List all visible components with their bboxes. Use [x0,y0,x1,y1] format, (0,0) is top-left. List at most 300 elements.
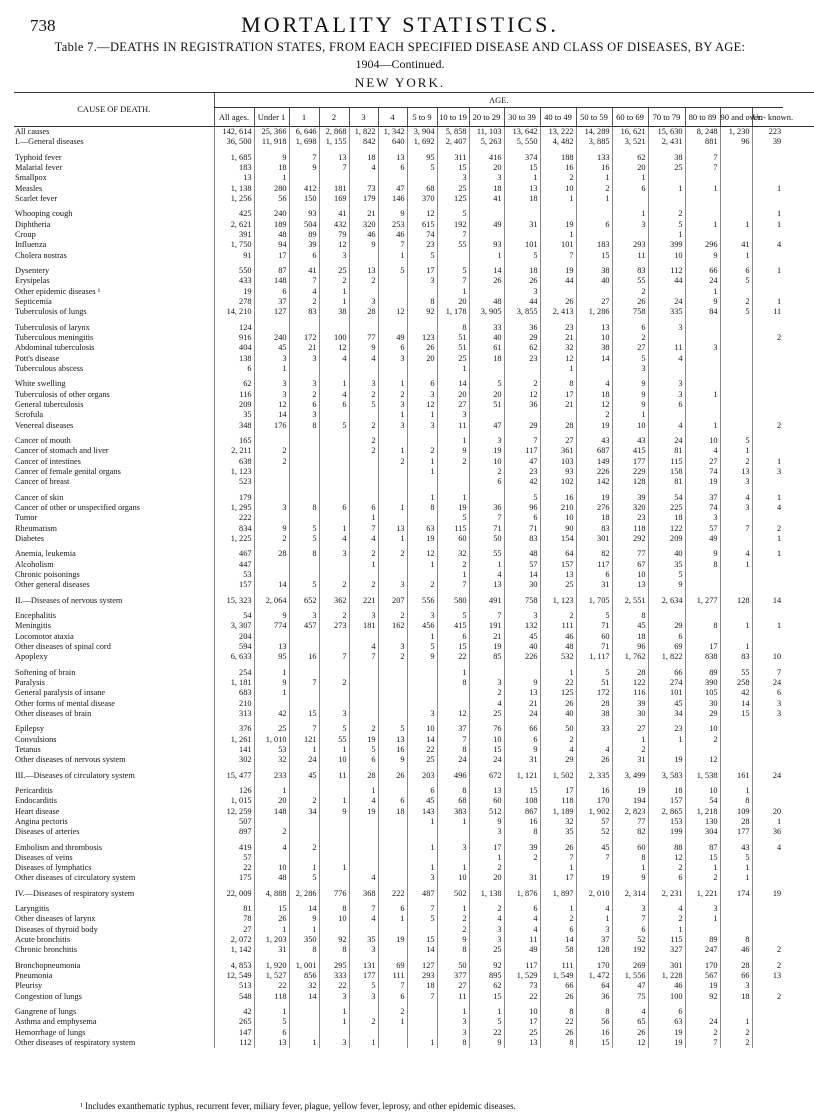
death-count: 2 [349,390,378,400]
death-count: 4 [349,796,378,806]
death-count: 6 [504,734,540,744]
death-count: 1, 277 [685,595,720,605]
death-count: 7 [469,611,504,621]
table-row [14,688,814,698]
death-count: 12 [407,209,437,219]
death-count [349,667,378,677]
death-count [648,173,685,183]
death-count: 1 [752,817,783,827]
death-count: 20 [469,163,504,173]
death-count: 4 [469,570,504,580]
death-count: 24 [289,755,319,765]
death-count: 412 [289,184,319,194]
death-count: 2 [349,1017,378,1027]
death-count: 48 [254,230,289,240]
death-count: 25 [319,266,349,276]
table-row [14,755,814,765]
death-count: 25 [254,724,289,734]
death-count: 2, 211 [214,446,254,456]
death-count: 776 [319,889,349,899]
death-count: 157 [648,796,685,806]
death-count [685,173,720,183]
death-count [648,194,685,204]
death-count: 1, 692 [407,137,437,147]
death-count: 1, 902 [576,806,612,816]
death-count: 1 [437,364,469,374]
death-count: 19 [685,981,720,991]
death-count: 30 [612,709,648,719]
death-count: 177 [612,457,648,467]
death-count: 556 [407,595,437,605]
death-count: 92 [319,935,349,945]
death-count: 4 [289,287,319,297]
death-count: 23 [407,240,437,250]
death-count: 27 [685,457,720,467]
death-count [576,287,612,297]
death-count: 77 [612,817,648,827]
death-count: 6 [378,904,407,914]
death-count [752,570,783,580]
death-count: 13 [319,153,349,163]
table-row [14,709,814,719]
death-count: 18 [407,981,437,991]
death-count: 399 [648,240,685,250]
death-count [349,570,378,580]
death-count: 5, 858 [437,127,469,138]
death-count: 1 [752,534,783,544]
death-count [752,863,783,873]
death-count: 4 [349,914,378,924]
age-column-header: 3 [349,108,378,127]
death-count: 1 [752,297,783,307]
cause-label: Softening of brain [15,667,76,677]
death-count: 18 [720,992,752,1002]
page-number: 738 [30,16,56,35]
death-count: 15 [254,904,289,914]
death-count [469,230,504,240]
death-count [289,642,319,652]
death-count: 81 [214,904,254,914]
death-count: 55 [319,734,349,744]
death-count: 10 [319,755,349,765]
death-count: 57 [214,853,254,863]
death-count: 1 [752,184,783,194]
death-count: 2 [378,1007,407,1017]
death-count: 513 [214,981,254,991]
death-count: 3, 855 [504,307,540,317]
death-count: 183 [576,240,612,250]
death-count [685,230,720,240]
death-count: 55 [720,667,752,677]
death-count [378,493,407,503]
death-count: 11, 918 [254,137,289,147]
cause-label: Diphtheria [15,219,51,229]
death-count: 13, 642 [504,127,540,138]
death-count [289,1007,319,1017]
death-count: 240 [254,209,289,219]
table-row [14,652,814,662]
death-count: 14 [540,935,576,945]
death-count: 74 [685,467,720,477]
death-count: 4 [469,914,504,924]
death-count: 34 [648,709,685,719]
death-count: 37 [685,493,720,503]
death-count: 85 [469,652,504,662]
death-count: 95 [254,652,289,662]
death-count [752,513,783,523]
death-count: 6, 646 [289,127,319,138]
death-count: 5 [289,523,319,533]
cause-label: Other diseases of larynx [15,914,96,924]
death-count: 3, 499 [612,770,648,780]
death-count: 2 [378,390,407,400]
death-count [407,688,437,698]
death-count: 2 [752,421,783,431]
death-count [289,1017,319,1027]
cause-label: Cancer of female genital organs [15,467,121,476]
death-count: 11 [437,992,469,1002]
table-row [14,745,814,755]
cause-label: Tetanus [15,744,41,754]
death-count: 3 [437,410,469,420]
death-count: 19 [576,873,612,883]
death-count: 21 [504,698,540,708]
death-count [254,631,289,641]
death-count: 2, 621 [214,220,254,230]
death-count: 27 [437,981,469,991]
death-count [289,477,319,487]
death-count: 1 [437,1007,469,1017]
death-count: 11 [504,935,540,945]
death-count: 1, 472 [576,971,612,981]
death-count: 9 [612,400,648,410]
death-count: 1 [469,559,504,569]
death-count: 81 [648,477,685,487]
table-row [14,163,814,173]
death-count: 1 [349,786,378,796]
death-count: 6 [289,251,319,261]
death-count: 2, 335 [576,770,612,780]
death-count [752,873,783,883]
death-count: 1, 225 [214,534,254,544]
death-count: 18 [648,513,685,523]
death-count: 222 [214,513,254,523]
death-count: 23 [504,354,540,364]
death-count: 3 [720,503,752,513]
death-count: 3 [349,611,378,621]
death-count: 17 [540,786,576,796]
death-count: 8 [319,945,349,955]
death-count: 49 [378,333,407,343]
cause-label: I.—General diseases [15,137,84,147]
death-count [685,354,720,364]
cause-label: Diseases of lymphatics [15,863,92,873]
death-count: 3 [289,410,319,420]
death-count: 2 [540,173,576,183]
death-count [407,364,437,374]
death-count: 177 [720,827,752,837]
death-count [319,1028,349,1038]
death-count: 15 [437,642,469,652]
death-count: 25 [437,184,469,194]
death-count: 18 [504,266,540,276]
death-count: 1, 189 [540,806,576,816]
death-count: 2, 865 [648,806,685,816]
table-row [14,770,814,780]
death-count: 18 [576,390,612,400]
death-count: 10 [685,724,720,734]
death-count [685,611,720,621]
death-count: 7 [437,580,469,590]
death-count [289,1028,319,1038]
table-row [14,127,814,138]
death-count: 33 [469,323,504,333]
death-count: 10 [540,184,576,194]
death-count: 1 [437,904,469,914]
death-count: 4 [349,354,378,364]
death-count: 1 [685,421,720,431]
death-count: 25 [504,1028,540,1038]
death-count: 7 [349,652,378,662]
table-row [14,364,814,374]
death-count: 14, 289 [576,127,612,138]
death-count: 50 [437,961,469,971]
death-count: 1 [720,863,752,873]
cause-label: Pneumonia [15,971,53,981]
table-row [14,297,814,307]
death-count: 7 [378,981,407,991]
death-count [720,354,752,364]
death-count: 3 [254,354,289,364]
death-count [319,364,349,374]
death-count: 2 [612,745,648,755]
death-count: 1 [254,1007,289,1017]
death-count: 1 [576,173,612,183]
death-count: 19 [469,446,504,456]
cause-label: II.—Diseases of nervous system [15,595,123,605]
death-count [752,153,783,163]
death-count: 1 [319,523,349,533]
death-count: 75 [612,992,648,1002]
death-count [752,364,783,374]
death-count: 15 [504,786,540,796]
death-count: 376 [214,724,254,734]
death-count: 19 [378,935,407,945]
death-count: 1 [612,410,648,420]
table-row [14,194,814,204]
death-count: 22 [254,981,289,991]
death-count: 22 [437,652,469,662]
death-count [752,1007,783,1017]
death-count: 71 [504,523,540,533]
death-count: 9 [469,1038,504,1048]
death-count [720,611,752,621]
death-count: 79 [319,230,349,240]
death-count: 6 [648,873,685,883]
death-count: 311 [437,153,469,163]
cause-label: Cancer of stomach and liver [15,446,109,456]
table-row [14,817,814,827]
death-count: 1 [469,853,504,863]
death-count: 1 [437,493,469,503]
death-count: 3 [378,642,407,652]
death-count: 3 [685,343,720,353]
death-count: 916 [214,333,254,343]
death-count: 209 [648,534,685,544]
death-count: 13 [378,734,407,744]
age-column-header: 40 to 49 [540,108,576,127]
death-count: 49 [685,534,720,544]
death-count: 1, 750 [214,240,254,250]
death-count [349,698,378,708]
death-count: 295 [319,961,349,971]
death-count: 19 [540,220,576,230]
death-count: 2 [504,853,540,863]
death-count: 2 [720,1038,752,1048]
death-count: 1, 286 [576,307,612,317]
death-count [378,436,407,446]
table-row [14,287,814,297]
age-column-header: 4 [378,108,407,127]
death-count: 176 [254,421,289,431]
death-count: 89 [289,230,319,240]
death-count: 16 [576,786,612,796]
death-count: 111 [378,971,407,981]
cause-label: Dysentery [15,266,50,276]
death-count: 11 [319,770,349,780]
death-count: 12 [648,853,685,863]
death-count [349,709,378,719]
death-count: 13 [349,266,378,276]
death-count: 10 [540,513,576,523]
death-count: 1 [612,863,648,873]
cause-label: Congestion of lungs [15,991,82,1001]
death-count: 18 [378,806,407,816]
death-count [752,853,783,863]
death-count: 5 [378,724,407,734]
death-count: 47 [378,184,407,194]
death-count: 5 [407,914,437,924]
death-count [685,925,720,935]
table-row [14,945,814,955]
table-row [14,400,814,410]
death-count [685,631,720,641]
death-count: 1 [685,390,720,400]
table-row [14,981,814,991]
death-count: 9 [349,240,378,250]
death-count [378,925,407,935]
death-count: 1 [752,209,783,219]
death-count: 115 [437,523,469,533]
death-count [254,436,289,446]
death-count: 4, 482 [540,137,576,147]
death-count [648,364,685,374]
death-count: 1 [349,559,378,569]
death-count: 1 [407,410,437,420]
death-count: 296 [685,240,720,250]
death-count: 32 [254,755,289,765]
death-count: 24 [685,1017,720,1027]
death-count: 253 [378,220,407,230]
death-count [319,457,349,467]
death-count: 54 [214,611,254,621]
death-count: 5 [407,642,437,652]
death-count [289,173,319,183]
death-count: 6 [648,631,685,641]
death-count: 2 [685,734,720,744]
death-count [437,251,469,261]
death-count: 46 [720,945,752,955]
death-count: 12 [319,240,349,250]
death-count [720,173,752,183]
death-count: 39 [612,493,648,503]
death-count [319,173,349,183]
death-count: 4 [319,354,349,364]
cause-label: General tuberculosis [15,400,84,410]
death-count [752,925,783,935]
death-count: 133 [576,153,612,163]
death-count [540,209,576,219]
death-count: 53 [254,745,289,755]
death-count: 1 [407,842,437,852]
death-count: 278 [214,297,254,307]
death-count: 56 [576,1017,612,1027]
death-count [685,410,720,420]
death-count: 175 [214,873,254,883]
death-count: 5 [349,981,378,991]
death-count: 31 [612,755,648,765]
death-count [319,698,349,708]
death-count: 4 [349,534,378,544]
table-row [14,477,814,487]
death-count: 4 [576,904,612,914]
death-count: 3 [349,297,378,307]
death-count [319,513,349,523]
death-count: 36 [504,323,540,333]
death-count: 1, 342 [378,127,407,138]
death-count: 3 [289,611,319,621]
death-count: 8 [289,945,319,955]
death-count [752,786,783,796]
table-row [14,971,814,981]
death-count [378,559,407,569]
death-count: 1 [437,667,469,677]
death-count: 8 [289,421,319,431]
cause-label: Chronic poisonings [15,569,80,579]
death-count: 12 [407,400,437,410]
cause-label: Abdominal tuberculosis [15,343,95,353]
death-count: 20 [752,806,783,816]
death-count: 4 [752,842,783,852]
death-count: 8 [504,827,540,837]
death-count [752,390,783,400]
death-count: 19 [469,642,504,652]
death-count: 18 [576,513,612,523]
death-count: 640 [378,137,407,147]
death-count: 37 [254,297,289,307]
death-count: 4 [469,698,504,708]
death-count: 9 [504,678,540,688]
death-count: 15, 630 [648,127,685,138]
death-count: 26 [612,1028,648,1038]
death-count: 4 [576,379,612,389]
death-count: 26 [407,343,437,353]
death-count: 12 [407,549,437,559]
cause-label: Acute bronchitis [15,935,71,945]
table-row [14,570,814,580]
death-count [469,667,504,677]
death-count: 3 [378,400,407,410]
